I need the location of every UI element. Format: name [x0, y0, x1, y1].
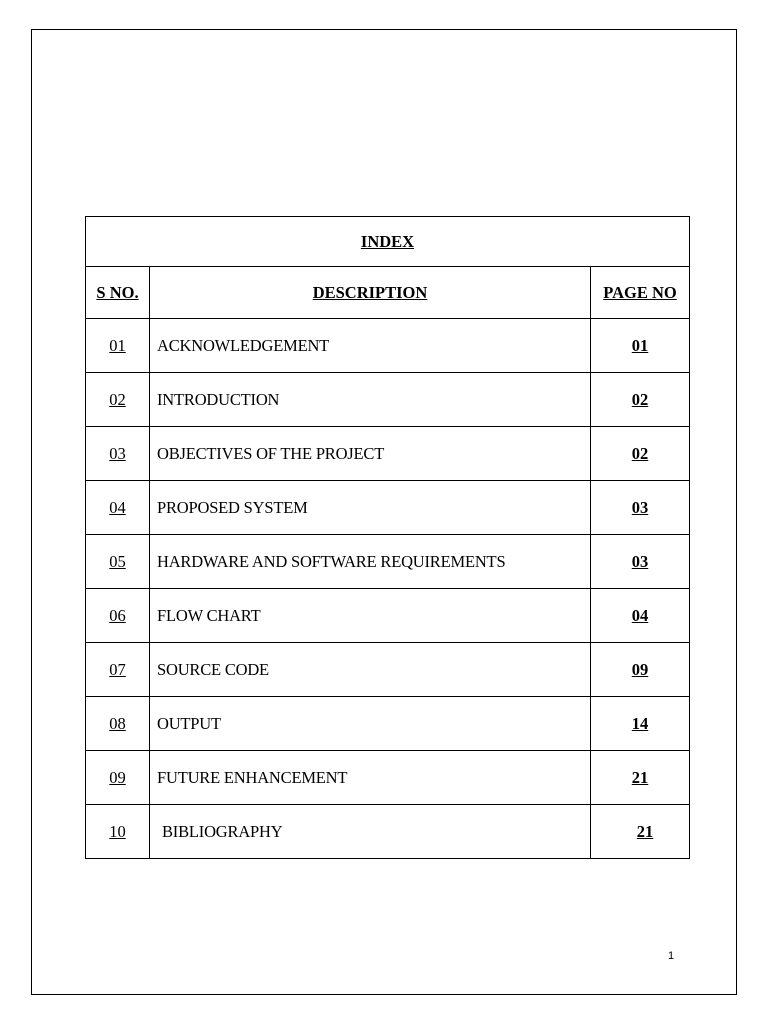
row-page: 14	[591, 697, 690, 751]
table-row	[86, 751, 690, 805]
row-page: 09	[591, 643, 690, 697]
row-description: PROPOSED SYSTEM	[150, 481, 591, 535]
row-sno: 09	[86, 751, 150, 805]
row-page: 21	[591, 805, 690, 859]
page-number: 1	[668, 950, 675, 962]
index-header-row	[86, 267, 690, 319]
table-row	[86, 697, 690, 751]
header-sno: S NO.	[86, 267, 150, 319]
row-page: 21	[591, 751, 690, 805]
table-row	[86, 427, 690, 481]
row-description: INTRODUCTION	[150, 373, 591, 427]
row-page: 04	[591, 589, 690, 643]
row-page: 03	[591, 535, 690, 589]
row-sno: 01	[86, 319, 150, 373]
index-title-row	[86, 217, 690, 267]
table-row	[86, 589, 690, 643]
table-row	[86, 319, 690, 373]
row-sno: 07	[86, 643, 150, 697]
table-row	[86, 535, 690, 589]
table-row	[86, 805, 690, 859]
row-page: 02	[591, 373, 690, 427]
row-sno: 02	[86, 373, 150, 427]
row-page: 01	[591, 319, 690, 373]
row-description: FLOW CHART	[150, 589, 591, 643]
row-sno: 05	[86, 535, 150, 589]
row-description: OBJECTIVES OF THE PROJECT	[150, 427, 591, 481]
table-row	[86, 481, 690, 535]
row-sno: 03	[86, 427, 150, 481]
row-sno: 04	[86, 481, 150, 535]
row-description: OUTPUT	[150, 697, 591, 751]
row-description: SOURCE CODE	[150, 643, 591, 697]
row-sno: 10	[86, 805, 150, 859]
row-description: BIBLIOGRAPHY	[150, 805, 591, 859]
row-description: ACKNOWLEDGEMENT	[150, 319, 591, 373]
header-page-no: PAGE NO	[591, 267, 690, 319]
header-description: DESCRIPTION	[150, 267, 591, 319]
row-sno: 08	[86, 697, 150, 751]
row-description: FUTURE ENHANCEMENT	[150, 751, 591, 805]
index-title: INDEX	[86, 217, 690, 267]
row-page: 02	[591, 427, 690, 481]
row-sno: 06	[86, 589, 150, 643]
index-table	[85, 216, 690, 859]
row-description: HARDWARE AND SOFTWARE REQUIREMENTS	[150, 535, 591, 589]
table-row	[86, 643, 690, 697]
table-row	[86, 373, 690, 427]
row-page: 03	[591, 481, 690, 535]
